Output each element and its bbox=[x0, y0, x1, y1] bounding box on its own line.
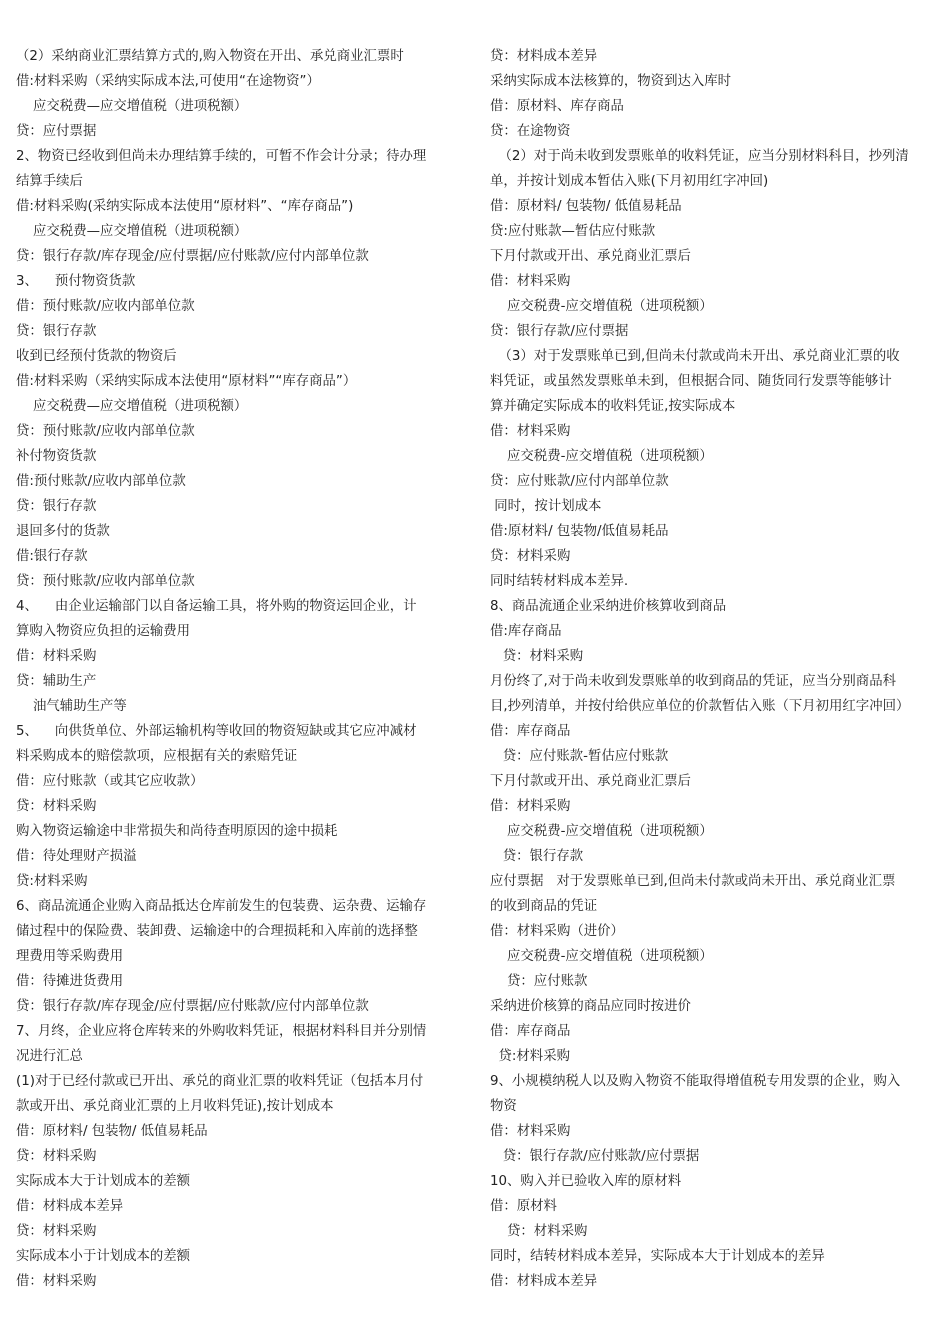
text-line: 借：原材料/ 包装物/ 低值易耗品 bbox=[16, 1124, 208, 1139]
text-line: 借:预付账款/应收内部单位款 bbox=[16, 474, 186, 489]
text-line: 款或开出、承兑商业汇票的上月收料凭证),按计划成本 bbox=[16, 1099, 334, 1114]
text-line: 贷：材料成本差异 bbox=[490, 49, 598, 64]
text-line: 应交税费—应交增值税（进项税额） bbox=[16, 99, 248, 114]
text-line: 借：材料成本差异 bbox=[16, 1199, 124, 1214]
text-line: 实际成本小于计划成本的差额 bbox=[16, 1249, 191, 1264]
text-line: 贷：材料采购 bbox=[16, 1224, 97, 1239]
text-line: (1)对于已经付款或已开出、承兑的商业汇票的收料凭证（包括本月付 bbox=[16, 1074, 424, 1089]
text-line: 借：原材料 bbox=[490, 1199, 557, 1214]
text-line: 2、物资已经收到但尚未办理结算手续的，可暂不作会计分录；待办理 bbox=[16, 149, 427, 164]
text-line: 应交税费-应交增值税（进项税额） bbox=[490, 824, 713, 839]
text-line: 应付票据 对于发票账单已到,但尚未付款或尚未开出、承兑商业汇票 bbox=[490, 874, 896, 889]
text-line: （3）对于发票账单已到,但尚未付款或尚未开出、承兑商业汇票的收 bbox=[490, 349, 900, 364]
text-line: 下月付款或开出、承兑商业汇票后 bbox=[490, 249, 691, 264]
text-line: 借：材料采购 bbox=[16, 649, 97, 664]
text-line: 月份终了,对于尚未收到发票账单的收到商品的凭证，应当分别商品科 bbox=[490, 674, 896, 689]
text-line: 借:材料采购（采纳实际成本法使用“原材料”“库存商品”） bbox=[16, 374, 357, 389]
text-line: 贷：银行存款 bbox=[490, 849, 584, 864]
text-line: 应交税费—应交增值税（进项税额） bbox=[16, 224, 248, 239]
text-line: 9、小规模纳税人以及购入物资不能取得增值税专用发票的企业，购入 bbox=[490, 1074, 901, 1089]
text-line: 借:库存商品 bbox=[490, 624, 562, 639]
text-line: 借：待处理财产损溢 bbox=[16, 849, 137, 864]
text-line: 算购入物资应负担的运输费用 bbox=[16, 624, 191, 639]
text-line: 贷：材料采购 bbox=[490, 1224, 588, 1239]
text-line: 5、 向供货单位、外部运输机构等收回的物资短缺或其它应冲减材 bbox=[16, 724, 417, 739]
text-line: 算并确定实际成本的收料凭证,按实际成本 bbox=[490, 399, 736, 414]
text-line: 应交税费-应交增值税（进项税额） bbox=[490, 449, 713, 464]
text-line: 借：材料采购 bbox=[490, 424, 571, 439]
text-line: 同时，结转材料成本差异，实际成本大于计划成本的差异 bbox=[490, 1249, 825, 1264]
text-line: 贷：材料采购 bbox=[16, 799, 97, 814]
text-line: 收到已经预付货款的物资后 bbox=[16, 349, 177, 364]
text-line: 借：预付账款/应收内部单位款 bbox=[16, 299, 195, 314]
text-line: 贷：预付账款/应收内部单位款 bbox=[16, 424, 195, 439]
text-line: 物资 bbox=[490, 1099, 517, 1114]
text-line: 贷：材料采购 bbox=[490, 649, 584, 664]
text-line: 借：材料采购 bbox=[490, 1124, 571, 1139]
text-line: 贷：银行存款/应付账款/应付票据 bbox=[490, 1149, 700, 1164]
text-line: （2）采纳商业汇票结算方式的,购入物资在开出、承兑商业汇票时 bbox=[16, 49, 404, 64]
text-line: 采纳进价核算的商品应同时按进价 bbox=[490, 999, 691, 1014]
text-line: 贷:材料采购 bbox=[16, 874, 88, 889]
text-line: 单，并按计划成本暂估入账(下月初用红字冲回) bbox=[490, 174, 769, 189]
text-line: 贷:应付账款—暂估应付账款 bbox=[490, 224, 656, 239]
text-line: 贷：应付账款 bbox=[490, 974, 588, 989]
text-line: 借：库存商品 bbox=[490, 1024, 571, 1039]
text-line: 同时结转材料成本差异. bbox=[490, 574, 629, 589]
text-line: 贷：在途物资 bbox=[490, 124, 571, 139]
text-line: 借：材料采购 bbox=[16, 1274, 97, 1289]
text-line: 借：材料成本差异 bbox=[490, 1274, 598, 1289]
text-line: 同时，按计划成本 bbox=[490, 499, 602, 514]
text-line: 应交税费-应交增值税（进项税额） bbox=[490, 949, 713, 964]
left-column bbox=[16, 44, 462, 1294]
text-line: 贷：材料采购 bbox=[16, 1149, 97, 1164]
text-line: 料凭证，或虽然发票账单未到，但根据合同、随货同行发票等能够计 bbox=[490, 374, 892, 389]
text-line: 借：待摊进货费用 bbox=[16, 974, 124, 989]
text-line: 贷：预付账款/应收内部单位款 bbox=[16, 574, 195, 589]
text-line: 借：材料采购 bbox=[490, 274, 571, 289]
text-line: 4、 由企业运输部门以自备运输工具，将外购的物资运回企业，计 bbox=[16, 599, 417, 614]
text-line: 7、月终，企业应将仓库转来的外购收料凭证，根据材料科目并分别情 bbox=[16, 1024, 427, 1039]
text-line: 贷：应付票据 bbox=[16, 124, 97, 139]
text-line: 贷：银行存款/库存现金/应付票据/应付账款/应付内部单位款 bbox=[16, 999, 369, 1014]
text-line: 贷：银行存款 bbox=[16, 324, 97, 339]
text-line: 借:材料采购（采纳实际成本法,可使用“在途物资”） bbox=[16, 74, 320, 89]
text-line: 购入物资运输途中非常损失和尚待查明原因的途中损耗 bbox=[16, 824, 338, 839]
text-line: 贷：应付账款-暂估应付账款 bbox=[490, 749, 669, 764]
text-line: 采纳实际成本法核算的，物资到达入库时 bbox=[490, 74, 732, 89]
text-line: （2）对于尚未收到发票账单的收料凭证，应当分别材料科目，抄列清 bbox=[490, 149, 909, 164]
text-line: 贷：银行存款/库存现金/应付票据/应付账款/应付内部单位款 bbox=[16, 249, 369, 264]
text-line: 借：库存商品 bbox=[490, 724, 571, 739]
text-line: 10、购入并已验收入库的原材料 bbox=[490, 1174, 682, 1189]
text-line: 实际成本大于计划成本的差额 bbox=[16, 1174, 191, 1189]
text-line: 借：应付账款（或其它应收款） bbox=[16, 774, 204, 789]
text-line: 8、商品流通企业采纳进价核算收到商品 bbox=[490, 599, 727, 614]
text-line: 补付物资货款 bbox=[16, 449, 97, 464]
text-line: 料采购成本的赔偿款项，应根据有关的索赔凭证 bbox=[16, 749, 298, 764]
text-line: 借:原材料/ 包装物/低值易耗品 bbox=[490, 524, 669, 539]
text-line: 退回多付的货款 bbox=[16, 524, 110, 539]
text-line: 结算手续后 bbox=[16, 174, 83, 189]
text-line: 况进行汇总 bbox=[16, 1049, 83, 1064]
text-line: 下月付款或开出、承兑商业汇票后 bbox=[490, 774, 691, 789]
text-line: 理费用等采购费用 bbox=[16, 949, 124, 964]
text-line: 借：原材料/ 包装物/ 低值易耗品 bbox=[490, 199, 682, 214]
text-line: 借:银行存款 bbox=[16, 549, 88, 564]
text-line: 贷:材料采购 bbox=[490, 1049, 570, 1064]
text-line: 贷：辅助生产 bbox=[16, 674, 97, 689]
text-line: 借：原材料、库存商品 bbox=[490, 99, 624, 114]
text-line: 3、 预付物资货款 bbox=[16, 274, 136, 289]
text-line: 6、商品流通企业购入商品抵达仓库前发生的包装费、运杂费、运输存 bbox=[16, 899, 427, 914]
text-line: 应交税费—应交增值税（进项税额） bbox=[16, 399, 248, 414]
text-line: 借：材料采购 bbox=[490, 799, 571, 814]
text-line: 储过程中的保险费、装卸费、运输途中的合理损耗和入库前的选择整 bbox=[16, 924, 418, 939]
text-line: 油气辅助生产等 bbox=[16, 699, 127, 714]
text-line: 的收到商品的凭证 bbox=[490, 899, 598, 914]
text-line: 目,抄列清单，并按付给供应单位的价款暂估入账（下月初用红字冲回） bbox=[490, 699, 910, 714]
text-line: 借:材料采购(采纳实际成本法使用“原材料”、“库存商品”) bbox=[16, 199, 354, 214]
text-line: 应交税费-应交增值税（进项税额） bbox=[490, 299, 713, 314]
text-line: 贷：材料采购 bbox=[490, 549, 571, 564]
text-line: 贷：银行存款/应付票据 bbox=[490, 324, 629, 339]
text-line: 借：材料采购（进价） bbox=[490, 924, 624, 939]
right-column bbox=[490, 44, 936, 1294]
text-line: 贷：应付账款/应付内部单位款 bbox=[490, 474, 669, 489]
text-line: 贷：银行存款 bbox=[16, 499, 97, 514]
